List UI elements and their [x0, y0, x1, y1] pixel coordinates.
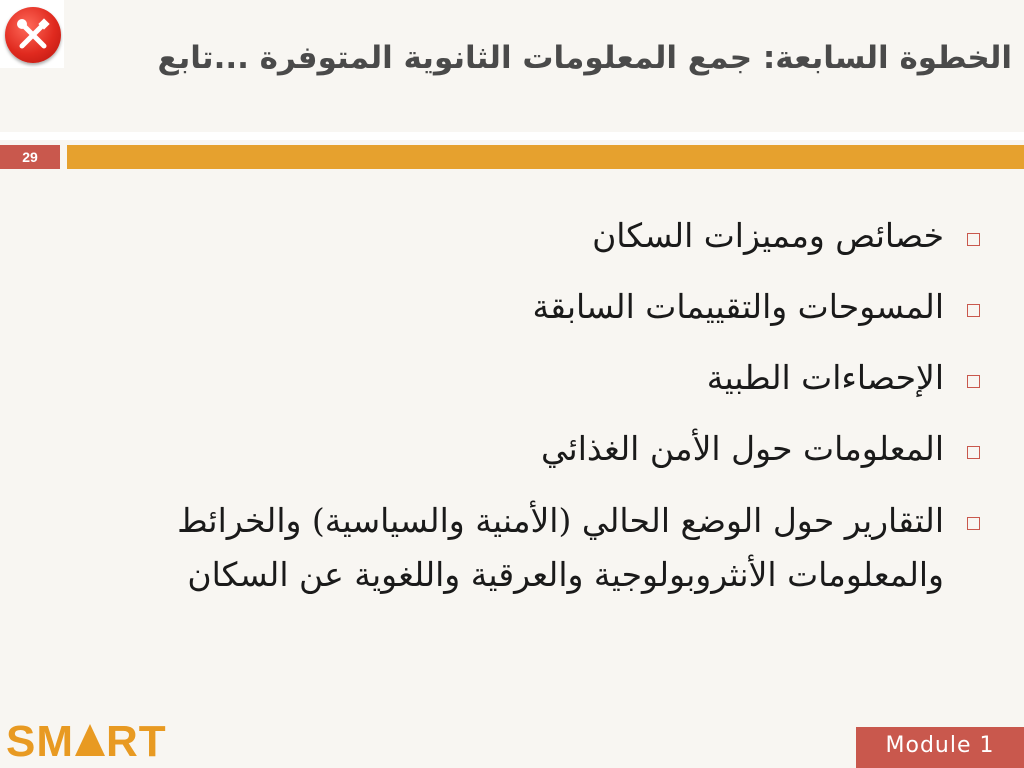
logo-area [0, 0, 64, 68]
tools-icon [5, 7, 61, 63]
bullet-item [80, 423, 988, 474]
module-badge: Module 1 [856, 727, 1024, 768]
header-divider [0, 132, 1024, 140]
bullet-item [80, 281, 988, 332]
square-bullet-icon [967, 304, 980, 317]
bullet-item [80, 494, 988, 602]
bullet-item [80, 210, 988, 261]
bullet-list [80, 210, 988, 622]
slide-number: 29 [0, 145, 60, 169]
bullet-text: المعلومات حول الأمن الغذائي [541, 429, 944, 468]
square-bullet-icon [967, 446, 980, 459]
square-bullet-icon [967, 517, 980, 530]
square-bullet-icon [967, 375, 980, 388]
header-accent-bar [67, 145, 1024, 169]
bullet-text: الإحصاءات الطبية [706, 358, 944, 397]
bullet-item [80, 352, 988, 403]
bullet-text: التقارير حول الوضع الحالي (الأمنية والسياسية) والخرائط والمعلومات الأنثروبولوجية والعرقية واللغوية عن السكان [177, 501, 944, 594]
triangle-icon [75, 724, 105, 756]
smart-logo: SM RT [6, 717, 167, 766]
bullet-text: المسوحات والتقييمات السابقة [532, 287, 944, 326]
bullet-text: خصائص ومميزات السكان [592, 216, 944, 255]
page-title: الخطوة السابعة: جمع المعلومات الثانوية المتوفرة ...تابع [157, 40, 1012, 76]
square-bullet-icon [967, 233, 980, 246]
